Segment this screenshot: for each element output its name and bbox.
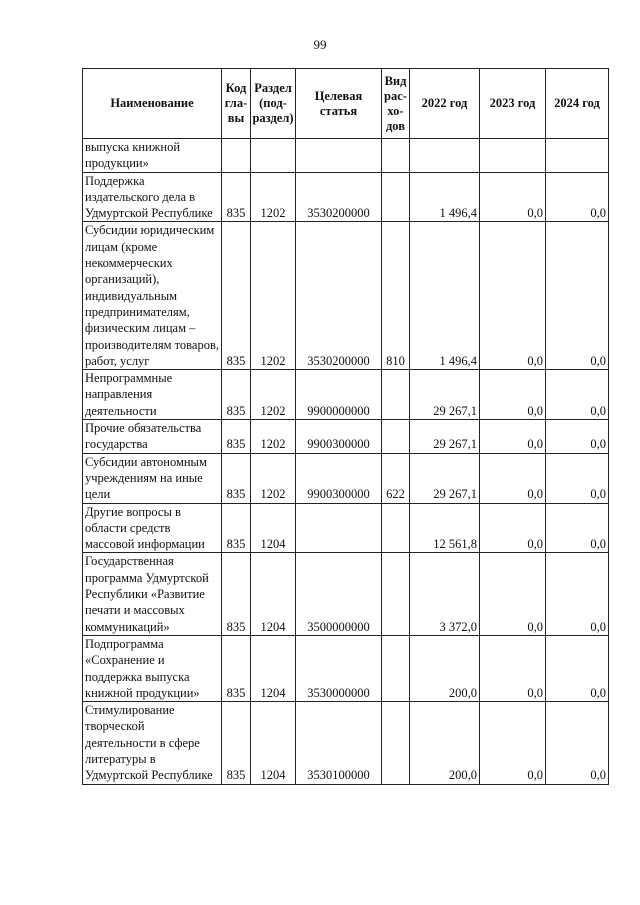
cell-type [382,702,410,784]
cell-type [382,139,410,173]
header-type: Вид рас-хо-дов [382,69,410,139]
cell-target [296,139,382,173]
cell-type [382,503,410,553]
cell-2024 [546,139,609,173]
cell-code: 835 [222,453,251,503]
cell-name: Государственная программа Удмуртской Республики «Развитие печати и массовых коммуникаций» [83,553,222,635]
cell-code: 835 [222,503,251,553]
cell-2023: 0,0 [480,222,546,370]
table-row [83,172,609,222]
cell-type [382,420,410,454]
cell-2022: 3 372,0 [410,553,480,635]
cell-2022: 29 267,1 [410,370,480,420]
cell-2023: 0,0 [480,453,546,503]
cell-2022: 1 496,4 [410,222,480,370]
cell-name: выпуска книжной продукции» [83,139,222,173]
cell-2022: 200,0 [410,702,480,784]
cell-code [222,139,251,173]
header-2022: 2022 год [410,69,480,139]
cell-2024: 0,0 [546,172,609,222]
cell-2023 [480,139,546,173]
cell-code: 835 [222,553,251,635]
cell-code: 835 [222,702,251,784]
cell-2023: 0,0 [480,370,546,420]
table-body [83,139,609,785]
cell-type [382,370,410,420]
table-row [83,702,609,784]
cell-name: Стимулирование творческой деятельности в сфере литературы в Удмуртской Республике [83,702,222,784]
cell-target: 3500000000 [296,553,382,635]
cell-name: Субсидии автономным учреждениям на иные цели [83,453,222,503]
table-row [83,139,609,173]
cell-target: 3530200000 [296,222,382,370]
cell-2024: 0,0 [546,420,609,454]
cell-2023: 0,0 [480,702,546,784]
cell-2024: 0,0 [546,702,609,784]
cell-2024: 0,0 [546,635,609,701]
cell-section: 1204 [251,553,296,635]
cell-section: 1202 [251,453,296,503]
cell-target: 3530200000 [296,172,382,222]
header-name: Наименование [83,69,222,139]
cell-target: 9900000000 [296,370,382,420]
cell-name: Поддержка издательского дела в Удмуртской Республике [83,172,222,222]
cell-type: 810 [382,222,410,370]
cell-code: 835 [222,420,251,454]
cell-code: 835 [222,370,251,420]
cell-name: Прочие обязательства государства [83,420,222,454]
cell-2023: 0,0 [480,172,546,222]
table-row [83,453,609,503]
cell-target: 9900300000 [296,420,382,454]
cell-target: 3530100000 [296,702,382,784]
header-2023: 2023 год [480,69,546,139]
cell-2022: 29 267,1 [410,420,480,454]
cell-target [296,503,382,553]
cell-2022: 200,0 [410,635,480,701]
table-header-row [83,69,609,139]
cell-section: 1204 [251,503,296,553]
cell-section: 1204 [251,635,296,701]
cell-2023: 0,0 [480,635,546,701]
cell-2024: 0,0 [546,553,609,635]
cell-type [382,553,410,635]
table-row [83,503,609,553]
cell-name: Подпрограмма «Сохранение и поддержка выпуска книжной продукции» [83,635,222,701]
cell-type: 622 [382,453,410,503]
cell-2024: 0,0 [546,370,609,420]
cell-section: 1202 [251,172,296,222]
cell-code: 835 [222,635,251,701]
header-2024: 2024 год [546,69,609,139]
cell-type [382,635,410,701]
cell-section: 1202 [251,370,296,420]
budget-table [82,68,609,785]
cell-2024: 0,0 [546,453,609,503]
table-row [83,553,609,635]
header-code: Код гла-вы [222,69,251,139]
table-row [83,222,609,370]
cell-2022: 1 496,4 [410,172,480,222]
cell-section: 1202 [251,222,296,370]
header-target: Целевая статья [296,69,382,139]
cell-name: Субсидии юридическим лицам (кроме некоммерческих организаций), индивидуальным предпринимателям, физическим лицам – производителям товаров, работ, услуг [83,222,222,370]
cell-code: 835 [222,172,251,222]
table-row [83,420,609,454]
cell-2022: 12 561,8 [410,503,480,553]
cell-section [251,139,296,173]
cell-target: 9900300000 [296,453,382,503]
cell-2024: 0,0 [546,222,609,370]
cell-2023: 0,0 [480,420,546,454]
table-row [83,635,609,701]
cell-2022 [410,139,480,173]
cell-name: Другие вопросы в области средств массовой информации [83,503,222,553]
cell-name: Непрограммные направления деятельности [83,370,222,420]
cell-code: 835 [222,222,251,370]
cell-section: 1204 [251,702,296,784]
cell-2024: 0,0 [546,503,609,553]
cell-section: 1202 [251,420,296,454]
page-number: 99 [313,37,327,52]
cell-2023: 0,0 [480,503,546,553]
cell-2022: 29 267,1 [410,453,480,503]
header-section: Раздел (под-раздел) [251,69,296,139]
cell-target: 3530000000 [296,635,382,701]
cell-2023: 0,0 [480,553,546,635]
cell-type [382,172,410,222]
table-row [83,370,609,420]
